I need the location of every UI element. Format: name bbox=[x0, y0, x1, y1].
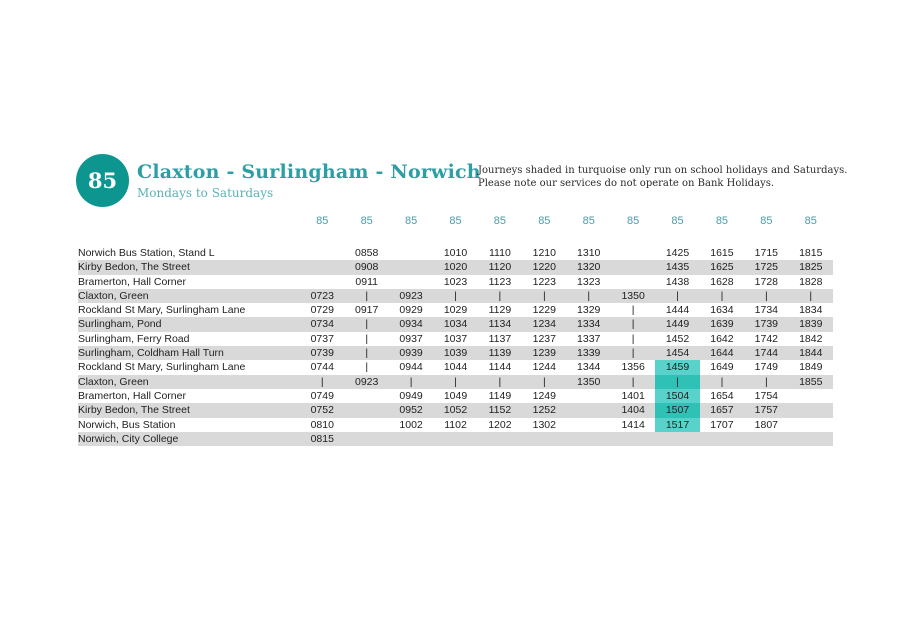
time-cell: 1139 bbox=[488, 347, 512, 360]
table-row bbox=[78, 403, 833, 417]
time-cell: 1438 bbox=[665, 275, 690, 288]
stop-name-cell: Norwich, Bus Station bbox=[78, 418, 176, 431]
route-header bbox=[137, 161, 481, 200]
time-cell: 0952 bbox=[399, 404, 423, 417]
stop-name-cell: Bramerton, Hall Corner bbox=[78, 275, 186, 288]
time-cell bbox=[389, 246, 433, 260]
time-cell: 1615 bbox=[710, 247, 734, 259]
time-cell bbox=[567, 389, 611, 403]
time-cell: | bbox=[720, 289, 724, 302]
time-cell: 0752 bbox=[310, 404, 334, 417]
time-cell: 0739 bbox=[310, 347, 334, 360]
route-number: 85 bbox=[87, 168, 118, 193]
time-cell: 1052 bbox=[443, 404, 468, 417]
time-cell: 1725 bbox=[754, 261, 779, 274]
time-cell bbox=[522, 432, 566, 446]
time-cell: 1449 bbox=[665, 318, 690, 331]
route-title: Claxton - Surlingham - Norwich bbox=[137, 161, 481, 183]
stop-name-cell: Bramerton, Hall Corner bbox=[78, 389, 186, 402]
time-cell bbox=[700, 432, 744, 446]
time-cell: 1102 bbox=[444, 418, 467, 431]
time-cell: 0723 bbox=[310, 289, 334, 302]
time-cell: 0923 bbox=[399, 289, 423, 302]
time-cell: 1517 bbox=[655, 418, 699, 432]
route-badge bbox=[76, 154, 129, 207]
time-cell: 1210 bbox=[532, 247, 556, 259]
time-cell bbox=[789, 389, 833, 403]
stop-name-cell: Rockland St Mary, Surlingham Lane bbox=[78, 304, 246, 317]
time-cell: | bbox=[809, 289, 813, 302]
time-cell: | bbox=[631, 375, 635, 388]
time-cell: 1507 bbox=[655, 403, 699, 417]
service-note bbox=[478, 164, 858, 190]
time-cell: | bbox=[365, 361, 369, 374]
time-cell: 1129 bbox=[488, 304, 512, 317]
stop-name-cell: Claxton, Green bbox=[78, 289, 149, 302]
time-cell: | bbox=[631, 347, 635, 360]
time-cell: 1039 bbox=[443, 347, 468, 360]
time-cell: | bbox=[587, 289, 591, 302]
timetable-body bbox=[78, 246, 833, 446]
time-cell: | bbox=[454, 289, 457, 302]
time-cell: 0858 bbox=[355, 247, 379, 259]
time-cell: | bbox=[454, 375, 457, 388]
time-cell: 1334 bbox=[577, 318, 601, 331]
time-cell: 0737 bbox=[310, 332, 334, 345]
time-cell: 1414 bbox=[621, 418, 645, 431]
time-cell: 1337 bbox=[577, 332, 601, 345]
time-cell: 1239 bbox=[532, 347, 556, 360]
time-cell bbox=[389, 275, 433, 289]
time-cell: | bbox=[764, 375, 768, 388]
time-cell: 1123 bbox=[488, 275, 512, 288]
time-cell: 1757 bbox=[754, 404, 779, 417]
time-cell: 0810 bbox=[310, 418, 334, 431]
time-cell: 0929 bbox=[399, 304, 423, 317]
time-cell: 1010 bbox=[443, 247, 468, 259]
time-cell bbox=[789, 403, 833, 417]
time-cell bbox=[300, 260, 344, 274]
time-cell: 1034 bbox=[443, 318, 468, 331]
time-cell: 1425 bbox=[665, 247, 690, 259]
time-cell: 1244 bbox=[532, 361, 556, 374]
table-row bbox=[78, 346, 833, 360]
time-cell: 1749 bbox=[754, 361, 779, 374]
time-cell: 1715 bbox=[754, 247, 779, 259]
time-cell: 0939 bbox=[399, 347, 423, 360]
time-cell: 1404 bbox=[621, 404, 645, 417]
time-cell: | bbox=[720, 375, 724, 388]
time-cell: 1350 bbox=[577, 375, 601, 388]
time-cell: 1137 bbox=[488, 332, 512, 345]
time-cell: 1220 bbox=[532, 261, 556, 274]
time-cell: 1742 bbox=[754, 332, 779, 345]
stop-name-cell: Kirby Bedon, The Street bbox=[78, 404, 190, 417]
time-cell: 0917 bbox=[355, 304, 379, 317]
column-header: 85 bbox=[671, 215, 684, 227]
time-cell: 1320 bbox=[577, 261, 601, 274]
time-cell: 1237 bbox=[532, 332, 556, 345]
table-row bbox=[78, 360, 833, 374]
time-cell: 1310 bbox=[577, 247, 601, 259]
time-cell: 1657 bbox=[710, 404, 734, 417]
time-cell: | bbox=[365, 289, 369, 302]
time-cell: 1728 bbox=[754, 275, 779, 288]
time-cell: | bbox=[631, 304, 635, 317]
time-cell: 1649 bbox=[710, 361, 734, 374]
time-cell: | bbox=[365, 347, 369, 360]
time-cell: | bbox=[764, 289, 768, 302]
time-cell: 1120 bbox=[488, 261, 512, 274]
table-row bbox=[78, 275, 833, 289]
table-row bbox=[78, 375, 833, 389]
time-cell: 1855 bbox=[799, 375, 823, 388]
route-subtitle: Mondays to Saturdays bbox=[137, 186, 274, 200]
stop-name-cell: Surlingham, Pond bbox=[78, 318, 162, 331]
time-cell: 1029 bbox=[443, 304, 468, 317]
time-cell: 1134 bbox=[488, 318, 512, 331]
time-cell: 1339 bbox=[577, 347, 601, 360]
time-cell: 0749 bbox=[310, 389, 334, 402]
time-cell: 1634 bbox=[710, 304, 734, 317]
time-cell bbox=[344, 432, 388, 446]
time-cell: 1644 bbox=[710, 347, 734, 360]
time-cell: | bbox=[542, 375, 546, 388]
timetable-head bbox=[78, 212, 833, 246]
table-row bbox=[78, 289, 833, 303]
time-cell: | bbox=[631, 318, 635, 331]
time-cell bbox=[433, 432, 477, 446]
time-cell: 1350 bbox=[621, 289, 645, 302]
time-cell: 1252 bbox=[532, 404, 556, 417]
time-cell: | bbox=[365, 318, 369, 331]
time-cell bbox=[344, 403, 388, 417]
time-cell: 1302 bbox=[532, 418, 556, 431]
stop-name-cell: Surlingham, Ferry Road bbox=[78, 332, 190, 345]
time-cell: 1435 bbox=[665, 261, 690, 274]
time-cell: | bbox=[320, 375, 324, 388]
time-cell: 1834 bbox=[799, 304, 823, 317]
time-cell: | bbox=[498, 289, 502, 302]
time-cell bbox=[611, 275, 655, 289]
stop-name-cell: Rockland St Mary, Surlingham Lane bbox=[78, 361, 246, 374]
time-cell: 1454 bbox=[665, 347, 690, 360]
time-cell bbox=[389, 432, 433, 446]
time-cell: 0734 bbox=[310, 318, 334, 331]
time-cell: | bbox=[542, 289, 546, 302]
time-cell: 1815 bbox=[799, 247, 823, 259]
time-cell: 1152 bbox=[488, 404, 512, 417]
time-cell bbox=[300, 246, 344, 260]
time-cell: 1504 bbox=[655, 389, 699, 403]
column-header: 85 bbox=[538, 215, 551, 227]
column-header: 85 bbox=[360, 215, 373, 227]
time-cell: | bbox=[676, 289, 679, 302]
time-cell: 0911 bbox=[355, 275, 378, 288]
column-header: 85 bbox=[804, 215, 817, 227]
time-cell: 1844 bbox=[799, 347, 823, 360]
time-cell bbox=[300, 275, 344, 289]
column-header: 85 bbox=[715, 215, 729, 227]
column-header: 85 bbox=[627, 215, 640, 227]
time-cell: 1734 bbox=[754, 304, 779, 317]
time-cell: 1628 bbox=[710, 275, 734, 288]
time-cell: 1807 bbox=[754, 418, 779, 431]
time-cell: 1444 bbox=[665, 304, 690, 317]
time-cell bbox=[567, 403, 611, 417]
time-cell: 0744 bbox=[310, 361, 334, 374]
table-row bbox=[78, 332, 833, 346]
table-row bbox=[78, 418, 833, 432]
column-header: 85 bbox=[449, 215, 462, 227]
column-header: 85 bbox=[493, 215, 507, 227]
time-cell bbox=[789, 418, 833, 432]
time-cell: 1023 bbox=[443, 275, 468, 288]
table-row bbox=[78, 303, 833, 317]
table-row bbox=[78, 246, 833, 260]
time-cell: 0815 bbox=[310, 432, 334, 445]
time-cell: 0923 bbox=[355, 375, 379, 388]
time-cell: 1044 bbox=[443, 361, 468, 374]
column-header: 85 bbox=[316, 215, 329, 227]
time-cell: 0729 bbox=[310, 304, 334, 317]
time-cell: 1828 bbox=[799, 275, 823, 288]
stop-name-cell: Surlingham, Coldham Hall Turn bbox=[78, 347, 224, 360]
time-cell bbox=[744, 432, 788, 446]
time-cell: 1202 bbox=[488, 418, 512, 431]
stop-name-cell: Kirby Bedon, The Street bbox=[78, 261, 190, 274]
stop-name-cell: Norwich, City College bbox=[78, 432, 179, 445]
time-cell: 1344 bbox=[577, 361, 601, 374]
time-cell: | bbox=[365, 332, 369, 345]
time-cell bbox=[611, 432, 655, 446]
time-cell: 1839 bbox=[799, 318, 823, 331]
column-header: 85 bbox=[760, 215, 773, 227]
time-cell: 1639 bbox=[710, 318, 734, 331]
time-cell: 1825 bbox=[799, 261, 823, 274]
time-cell bbox=[344, 418, 388, 432]
time-cell: | bbox=[409, 375, 413, 388]
time-cell: 1744 bbox=[754, 347, 779, 360]
time-cell bbox=[611, 260, 655, 274]
time-cell: 0908 bbox=[355, 261, 379, 274]
time-cell: 1329 bbox=[577, 304, 601, 317]
time-cell bbox=[567, 418, 611, 432]
time-cell: 1110 bbox=[489, 247, 511, 259]
column-header-row bbox=[78, 212, 833, 246]
time-cell: 1049 bbox=[443, 389, 468, 402]
column-header: 85 bbox=[582, 215, 595, 227]
time-cell: 1020 bbox=[443, 261, 468, 274]
time-cell: 1002 bbox=[399, 418, 423, 431]
time-cell: 1707 bbox=[710, 418, 734, 431]
time-cell: 0949 bbox=[399, 389, 423, 402]
time-cell: 0937 bbox=[399, 332, 423, 345]
time-cell bbox=[789, 432, 833, 446]
table-row bbox=[78, 317, 833, 331]
time-cell: 1625 bbox=[710, 261, 734, 274]
time-cell: | bbox=[655, 375, 699, 389]
time-cell: 1223 bbox=[532, 275, 556, 288]
table-row bbox=[78, 432, 833, 446]
column-header: 85 bbox=[404, 215, 418, 227]
timetable bbox=[78, 212, 833, 446]
time-cell: 1849 bbox=[799, 361, 823, 374]
table-row bbox=[78, 260, 833, 274]
service-note-line-2: Please note our services do not operate on Bank Holidays. bbox=[478, 178, 775, 189]
time-cell: 1459 bbox=[655, 360, 699, 374]
stop-name-cell: Norwich Bus Station, Stand L bbox=[78, 247, 215, 259]
time-cell: 1642 bbox=[710, 332, 734, 345]
time-cell: 1149 bbox=[488, 389, 512, 402]
time-cell bbox=[344, 389, 388, 403]
time-cell: 1754 bbox=[754, 389, 779, 402]
time-cell: 0944 bbox=[399, 361, 423, 374]
time-cell: 0934 bbox=[399, 318, 423, 331]
time-cell: 1323 bbox=[577, 275, 601, 288]
time-cell: 1654 bbox=[710, 389, 734, 402]
stop-name-cell: Claxton, Green bbox=[78, 375, 149, 388]
service-note-line-1: Journeys shaded in turquoise only run on school holidays and Saturdays. bbox=[478, 165, 848, 176]
time-cell bbox=[389, 260, 433, 274]
time-cell bbox=[567, 432, 611, 446]
time-cell: 1234 bbox=[532, 318, 556, 331]
table-row bbox=[78, 389, 833, 403]
time-cell: 1356 bbox=[621, 361, 645, 374]
time-cell: 1249 bbox=[532, 389, 556, 402]
time-cell: | bbox=[631, 332, 635, 345]
time-cell: 1842 bbox=[799, 332, 823, 345]
time-cell bbox=[611, 246, 655, 260]
time-cell: 1144 bbox=[488, 361, 512, 374]
time-cell: 1739 bbox=[754, 318, 779, 331]
time-cell bbox=[655, 432, 699, 446]
time-cell: | bbox=[498, 375, 502, 388]
time-cell: 1229 bbox=[532, 304, 556, 317]
time-cell: 1452 bbox=[665, 332, 690, 345]
column-header-spacer bbox=[78, 212, 300, 246]
time-cell bbox=[478, 432, 522, 446]
time-cell: 1401 bbox=[621, 389, 645, 402]
time-cell: 1037 bbox=[443, 332, 468, 345]
